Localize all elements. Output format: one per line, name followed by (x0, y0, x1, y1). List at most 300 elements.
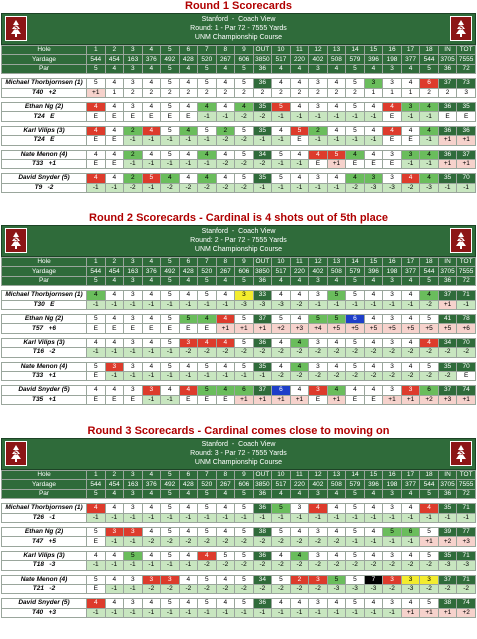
hole-score: 5 (235, 314, 254, 323)
yardage-row-cell: 3850 (253, 480, 272, 489)
hole-score: 5 (235, 150, 254, 159)
relative-score: -1 (105, 608, 124, 617)
player-position (2, 88, 87, 97)
par-row-cell: 36 (253, 276, 272, 285)
player-name[interactable]: David Snyder (5) (2, 386, 87, 395)
hole-score: 4 (235, 102, 254, 111)
round-title: Round 3 Scorecards - Cardinal comes close to moving on (87, 425, 390, 437)
player-name[interactable]: Michael Thorbjornsen (1) (2, 504, 87, 513)
relative-score: -1 (142, 395, 161, 404)
player-position (2, 584, 87, 593)
relative-score: -1 (87, 348, 106, 357)
hole-score: 4 (198, 102, 217, 111)
yardage-row-cell: 3850 (253, 267, 272, 276)
hole-score: 4 (420, 504, 439, 513)
relative-score: +1 (457, 159, 476, 168)
hole-score: 3 (383, 150, 402, 159)
relative-total: -2 (49, 348, 56, 356)
hole-score: 4 (401, 362, 420, 371)
relative-score: -2 (272, 561, 291, 570)
relative-score: -1 (457, 513, 476, 522)
hole-score: 4 (142, 504, 161, 513)
player-score-row[interactable] (2, 291, 476, 300)
relative-score: -2 (161, 537, 180, 546)
player-score-row[interactable] (2, 575, 476, 584)
relative-score: -1 (272, 183, 291, 192)
par-row-cell: 36 (438, 276, 457, 285)
player-name[interactable]: Michael Thorbjornsen (1) (2, 291, 87, 300)
round-line: Round: 2 - Par 72 - 7555 Yards (190, 237, 287, 244)
player-relative-row (2, 395, 476, 404)
hole-score: 3 (124, 527, 143, 536)
hole-score: 4 (161, 174, 180, 183)
hole-score: 5 (161, 338, 180, 347)
hole-score: 4 (420, 102, 439, 111)
relative-score: +1 (401, 395, 420, 404)
relative-score: +1 (216, 324, 235, 333)
par-row-cell: 4 (105, 64, 124, 73)
par-row-cell: 4 (327, 64, 346, 73)
player-score-row[interactable] (2, 386, 476, 395)
relative-score: E (87, 324, 106, 333)
yardage-row-cell: 544 (87, 267, 106, 276)
hole-score: 4 (105, 338, 124, 347)
hole-score: 5 (235, 174, 254, 183)
player-name[interactable]: Nate Menon (4) (2, 150, 87, 159)
hole-score: 4 (216, 150, 235, 159)
hole-row-cell: 8 (216, 258, 235, 267)
hole-row-cell: 17 (401, 46, 420, 55)
relative-score: -2 (216, 537, 235, 546)
relative-score: -1 (198, 608, 217, 617)
relative-score: -1 (179, 136, 198, 145)
hole-score: 77 (457, 527, 476, 536)
relative-score: -1 (198, 513, 217, 522)
hole-score: 37 (438, 386, 457, 395)
hole-score: 5 (161, 102, 180, 111)
relative-score: -1 (142, 371, 161, 380)
hole-score: 5 (161, 551, 180, 560)
relative-score: +5 (420, 324, 439, 333)
position-value: T40 (31, 608, 44, 616)
hole-score: 35 (253, 102, 272, 111)
relative-score: -2 (253, 112, 272, 121)
hole-score: 4 (383, 126, 402, 135)
hole-row-cell: 16 (383, 258, 402, 267)
player-name[interactable]: Karl Vilips (3) (2, 126, 87, 135)
hole-score: 4 (290, 314, 309, 323)
hole-score: 4 (364, 551, 383, 560)
hole-row-cell: TOT (457, 46, 476, 55)
hole-score: 35 (438, 551, 457, 560)
relative-score: E (87, 537, 106, 546)
hole-score: 3 (309, 291, 328, 300)
hole-score: 4 (87, 338, 106, 347)
hole-score: 35 (438, 504, 457, 513)
par-row-cell: 4 (142, 489, 161, 498)
relative-score: 3 (457, 88, 476, 97)
hole-score: 4 (142, 150, 161, 159)
hole-score: 4 (87, 126, 106, 135)
relative-score: -1 (87, 561, 106, 570)
player-score-row[interactable] (2, 338, 476, 347)
yardage-row-cell: 606 (235, 480, 254, 489)
relative-score: +1 (420, 537, 439, 546)
yardage-row-cell: 428 (179, 55, 198, 64)
hole-row-cell: 3 (124, 471, 143, 480)
relative-score: +1 (457, 136, 476, 145)
player-position (2, 159, 87, 168)
par-row-cell: 4 (216, 64, 235, 73)
relative-score: -1 (179, 371, 198, 380)
hole-score: 4 (420, 150, 439, 159)
relative-score: -1 (124, 159, 143, 168)
relative-score: -2 (142, 537, 161, 546)
hole-row-cell: 8 (216, 471, 235, 480)
player-name[interactable]: Nate Menon (4) (2, 575, 87, 584)
hole-row-cell: 9 (235, 471, 254, 480)
relative-score: -2 (364, 348, 383, 357)
hole-score: 4 (327, 551, 346, 560)
relative-score: E (290, 136, 309, 145)
hole-score: 5 (327, 314, 346, 323)
relative-score: -1 (235, 608, 254, 617)
hole-score: 36 (253, 79, 272, 88)
relative-score: -1 (327, 183, 346, 192)
hole-score: 35 (438, 362, 457, 371)
hole-score: 37 (457, 150, 476, 159)
hole-score: 3 (309, 338, 328, 347)
hole-row-cell: IN (438, 46, 457, 55)
relative-score: -1 (383, 537, 402, 546)
hole-score: 4 (179, 362, 198, 371)
hole-score: 5 (235, 338, 254, 347)
scorecard-table (1, 45, 476, 193)
hole-score: 4 (364, 362, 383, 371)
relative-score: E (87, 112, 106, 121)
hole-row-cell: 14 (346, 258, 365, 267)
relative-score: -1 (198, 300, 217, 309)
relative-score: -2 (253, 584, 272, 593)
relative-score: E (346, 159, 365, 168)
relative-score: -1 (105, 513, 124, 522)
relative-score: 2 (235, 88, 254, 97)
relative-score: -2 (235, 112, 254, 121)
relative-score: -2 (383, 561, 402, 570)
hole-score: 3 (383, 386, 402, 395)
yardage-row-cell: Yardage (2, 55, 87, 64)
relative-score: -2 (457, 584, 476, 593)
relative-score: -2 (142, 584, 161, 593)
relative-score: E (105, 159, 124, 168)
relative-score: -1 (420, 159, 439, 168)
hole-score: 5 (235, 362, 254, 371)
relative-score: -2 (309, 371, 328, 380)
relative-score: -2 (290, 371, 309, 380)
hole-score: 4 (142, 126, 161, 135)
relative-score: -1 (383, 608, 402, 617)
player-score-row[interactable] (2, 174, 476, 183)
hole-score: 4 (105, 575, 124, 584)
player-relative-row (2, 88, 476, 97)
hole-score: 37 (253, 386, 272, 395)
yardage-row-cell: 579 (346, 267, 365, 276)
hole-row-cell: 6 (179, 46, 198, 55)
hole-score: 5 (272, 102, 291, 111)
par-row-cell: Par (2, 489, 87, 498)
hole-score: 4 (420, 338, 439, 347)
par-row-cell: 4 (401, 276, 420, 285)
player-name[interactable]: Karl Vilips (3) (2, 551, 87, 560)
relative-score: 2 (309, 88, 328, 97)
relative-score: -1 (179, 608, 198, 617)
relative-score: -1 (346, 513, 365, 522)
par-row-cell: 4 (105, 276, 124, 285)
hole-score: 3 (383, 599, 402, 608)
hole-score: 3 (179, 338, 198, 347)
par-row-cell: Par (2, 276, 87, 285)
hole-score: 4 (198, 150, 217, 159)
relative-score: -2 (438, 348, 457, 357)
hole-score: 3 (124, 314, 143, 323)
hole-score: 5 (198, 386, 217, 395)
round-title: Round 1 Scorecards (185, 0, 292, 12)
player-relative-row (2, 513, 476, 522)
player-score-row[interactable] (2, 150, 476, 159)
player-score-row[interactable] (2, 551, 476, 560)
par-row-cell: 36 (438, 489, 457, 498)
hole-score: 4 (161, 386, 180, 395)
hole-score: 4 (290, 150, 309, 159)
par-row-cell: 3 (309, 64, 328, 73)
hole-row-cell: 4 (142, 471, 161, 480)
yardage-row-cell: 520 (198, 480, 217, 489)
relative-score: -1 (161, 608, 180, 617)
position-value: T47 (31, 537, 44, 545)
relative-score: -1 (309, 300, 328, 309)
hole-score: 4 (364, 504, 383, 513)
relative-total: +1 (48, 160, 57, 168)
hole-score: 4 (142, 599, 161, 608)
relative-score: -2 (438, 371, 457, 380)
hole-row-cell: 9 (235, 258, 254, 267)
hole-score: 3 (364, 79, 383, 88)
hole-score: 4 (327, 126, 346, 135)
hole-score: 4 (364, 150, 383, 159)
relative-score: -2 (457, 348, 476, 357)
yardage-row-cell: 376 (142, 55, 161, 64)
yardage-row-cell: 163 (124, 55, 143, 64)
yardage-row-cell: 163 (124, 480, 143, 489)
hole-score: 2 (124, 174, 143, 183)
par-row-cell: 4 (327, 276, 346, 285)
player-score-row[interactable] (2, 599, 476, 608)
hole-score: 3 (383, 314, 402, 323)
relative-score: +1 (438, 300, 457, 309)
hole-score: 6 (235, 386, 254, 395)
hole-score: 36 (438, 126, 457, 135)
player-score-row[interactable] (2, 527, 476, 536)
hole-score: 35 (253, 174, 272, 183)
relative-score: +6 (457, 324, 476, 333)
hole-score: 6 (420, 386, 439, 395)
relative-total: E (50, 136, 55, 144)
hole-row-cell: 12 (309, 46, 328, 55)
hole-score: 4 (327, 599, 346, 608)
relative-score: -1 (383, 513, 402, 522)
yardage-row-cell: 396 (364, 55, 383, 64)
hole-score: 4 (383, 102, 402, 111)
hole-score: 4 (327, 174, 346, 183)
relative-score: -1 (216, 371, 235, 380)
par-row (2, 489, 476, 498)
player-name[interactable]: Ethan Ng (2) (2, 102, 87, 111)
relative-score: E (438, 112, 457, 121)
hole-score: 36 (438, 102, 457, 111)
relative-score: -2 (383, 348, 402, 357)
relative-score: E (105, 112, 124, 121)
relative-score: -1 (457, 300, 476, 309)
hole-score: 70 (457, 362, 476, 371)
relative-score: -2 (272, 584, 291, 593)
player-name[interactable]: Nate Menon (4) (2, 362, 87, 371)
hole-score: 4 (290, 362, 309, 371)
par-row-cell: 5 (161, 489, 180, 498)
hole-score: 4 (105, 599, 124, 608)
player-name[interactable]: Karl Vilips (3) (2, 338, 87, 347)
relative-score: -2 (309, 537, 328, 546)
hole-score: 34 (438, 338, 457, 347)
relative-score: 2 (124, 88, 143, 97)
relative-score: -2 (420, 348, 439, 357)
yardage-row-cell: 508 (327, 267, 346, 276)
relative-total: +5 (48, 537, 57, 545)
hole-score: 6 (346, 314, 365, 323)
player-name[interactable]: Ethan Ng (2) (2, 314, 87, 323)
relative-score: -2 (216, 561, 235, 570)
yardage-row (2, 55, 476, 64)
relative-score: -2 (327, 348, 346, 357)
player-name[interactable]: Ethan Ng (2) (2, 527, 87, 536)
yardage-row-cell: 544 (420, 267, 439, 276)
relative-score: -1 (161, 561, 180, 570)
relative-score: -3 (346, 584, 365, 593)
yardage-row (2, 267, 476, 276)
relative-score: -1 (346, 537, 365, 546)
par-row-cell: 72 (457, 64, 476, 73)
relative-score: -2 (253, 159, 272, 168)
team-view-line: Stanford - Coach View (201, 441, 276, 448)
yardage-row-cell: 7555 (457, 55, 476, 64)
relative-score: +1 (235, 395, 254, 404)
relative-score: -3 (327, 584, 346, 593)
hole-score: 5 (346, 362, 365, 371)
view-name: Coach View (238, 16, 276, 23)
relative-score: -1 (179, 513, 198, 522)
par-row-cell: 4 (142, 64, 161, 73)
yardage-row-cell: 3705 (438, 55, 457, 64)
player-name[interactable]: David Snyder (5) (2, 174, 87, 183)
player-relative-row (2, 371, 476, 380)
hole-row-cell: 5 (161, 258, 180, 267)
hole-score: 5 (87, 314, 106, 323)
relative-score: -1 (401, 159, 420, 168)
relative-score: 1 (364, 88, 383, 97)
hole-score: 4 (420, 126, 439, 135)
hole-row-cell: 5 (161, 46, 180, 55)
position-value: T21 (32, 585, 44, 593)
relative-score: E (364, 395, 383, 404)
hole-row-cell: 6 (179, 258, 198, 267)
position-value: T40 (31, 88, 44, 96)
hole-score: 4 (179, 174, 198, 183)
view-name: Coach View (238, 441, 276, 448)
yardage-row-cell: 198 (383, 267, 402, 276)
par-row-cell: 5 (346, 489, 365, 498)
hole-row-cell: 11 (290, 258, 309, 267)
relative-score: -2 (216, 159, 235, 168)
relative-score: -2 (253, 537, 272, 546)
par-row-cell: 5 (235, 276, 254, 285)
relative-score: E (105, 324, 124, 333)
hole-score: 4 (179, 504, 198, 513)
relative-score: -1 (253, 513, 272, 522)
relative-score: +5 (438, 324, 457, 333)
relative-score: -1 (105, 584, 124, 593)
hole-score: 4 (216, 314, 235, 323)
hole-score: 5 (327, 575, 346, 584)
relative-score: -2 (198, 183, 217, 192)
yardage-row-cell: 220 (290, 267, 309, 276)
hole-score: 5 (309, 314, 328, 323)
player-score-row[interactable] (2, 102, 476, 111)
relative-score: -1 (124, 371, 143, 380)
hole-score: 3 (309, 174, 328, 183)
player-name[interactable]: David Snyder (5) (2, 599, 87, 608)
relative-score: -2 (327, 537, 346, 546)
player-name[interactable]: Michael Thorbjornsen (1) (2, 79, 87, 88)
relative-score: -1 (161, 300, 180, 309)
hole-score: 5 (161, 527, 180, 536)
hole-score: 4 (364, 291, 383, 300)
par-row-cell: 5 (346, 64, 365, 73)
relative-score: -1 (253, 183, 272, 192)
player-score-row[interactable] (2, 314, 476, 323)
hole-score: 3 (401, 575, 420, 584)
yardage-row-cell: 377 (401, 480, 420, 489)
relative-score: -1 (124, 136, 143, 145)
hole-score: 5 (420, 527, 439, 536)
hole-row-cell: TOT (457, 471, 476, 480)
relative-score: -2 (179, 537, 198, 546)
par-row (2, 64, 476, 73)
hole-score: 4 (346, 174, 365, 183)
player-score-row[interactable] (2, 504, 476, 513)
relative-score: -2 (235, 159, 254, 168)
hole-score: 5 (346, 79, 365, 88)
hole-score: 71 (457, 551, 476, 560)
hole-score: 4 (290, 527, 309, 536)
relative-score: -3 (401, 584, 420, 593)
player-score-row[interactable] (2, 362, 476, 371)
player-score-row[interactable] (2, 79, 476, 88)
hole-row-cell: 18 (420, 258, 439, 267)
player-score-row[interactable] (2, 126, 476, 135)
hole-score: 5 (198, 291, 217, 300)
yardage-row-cell: 3705 (438, 480, 457, 489)
yardage-row-cell: 220 (290, 55, 309, 64)
hole-score: 4 (87, 599, 106, 608)
